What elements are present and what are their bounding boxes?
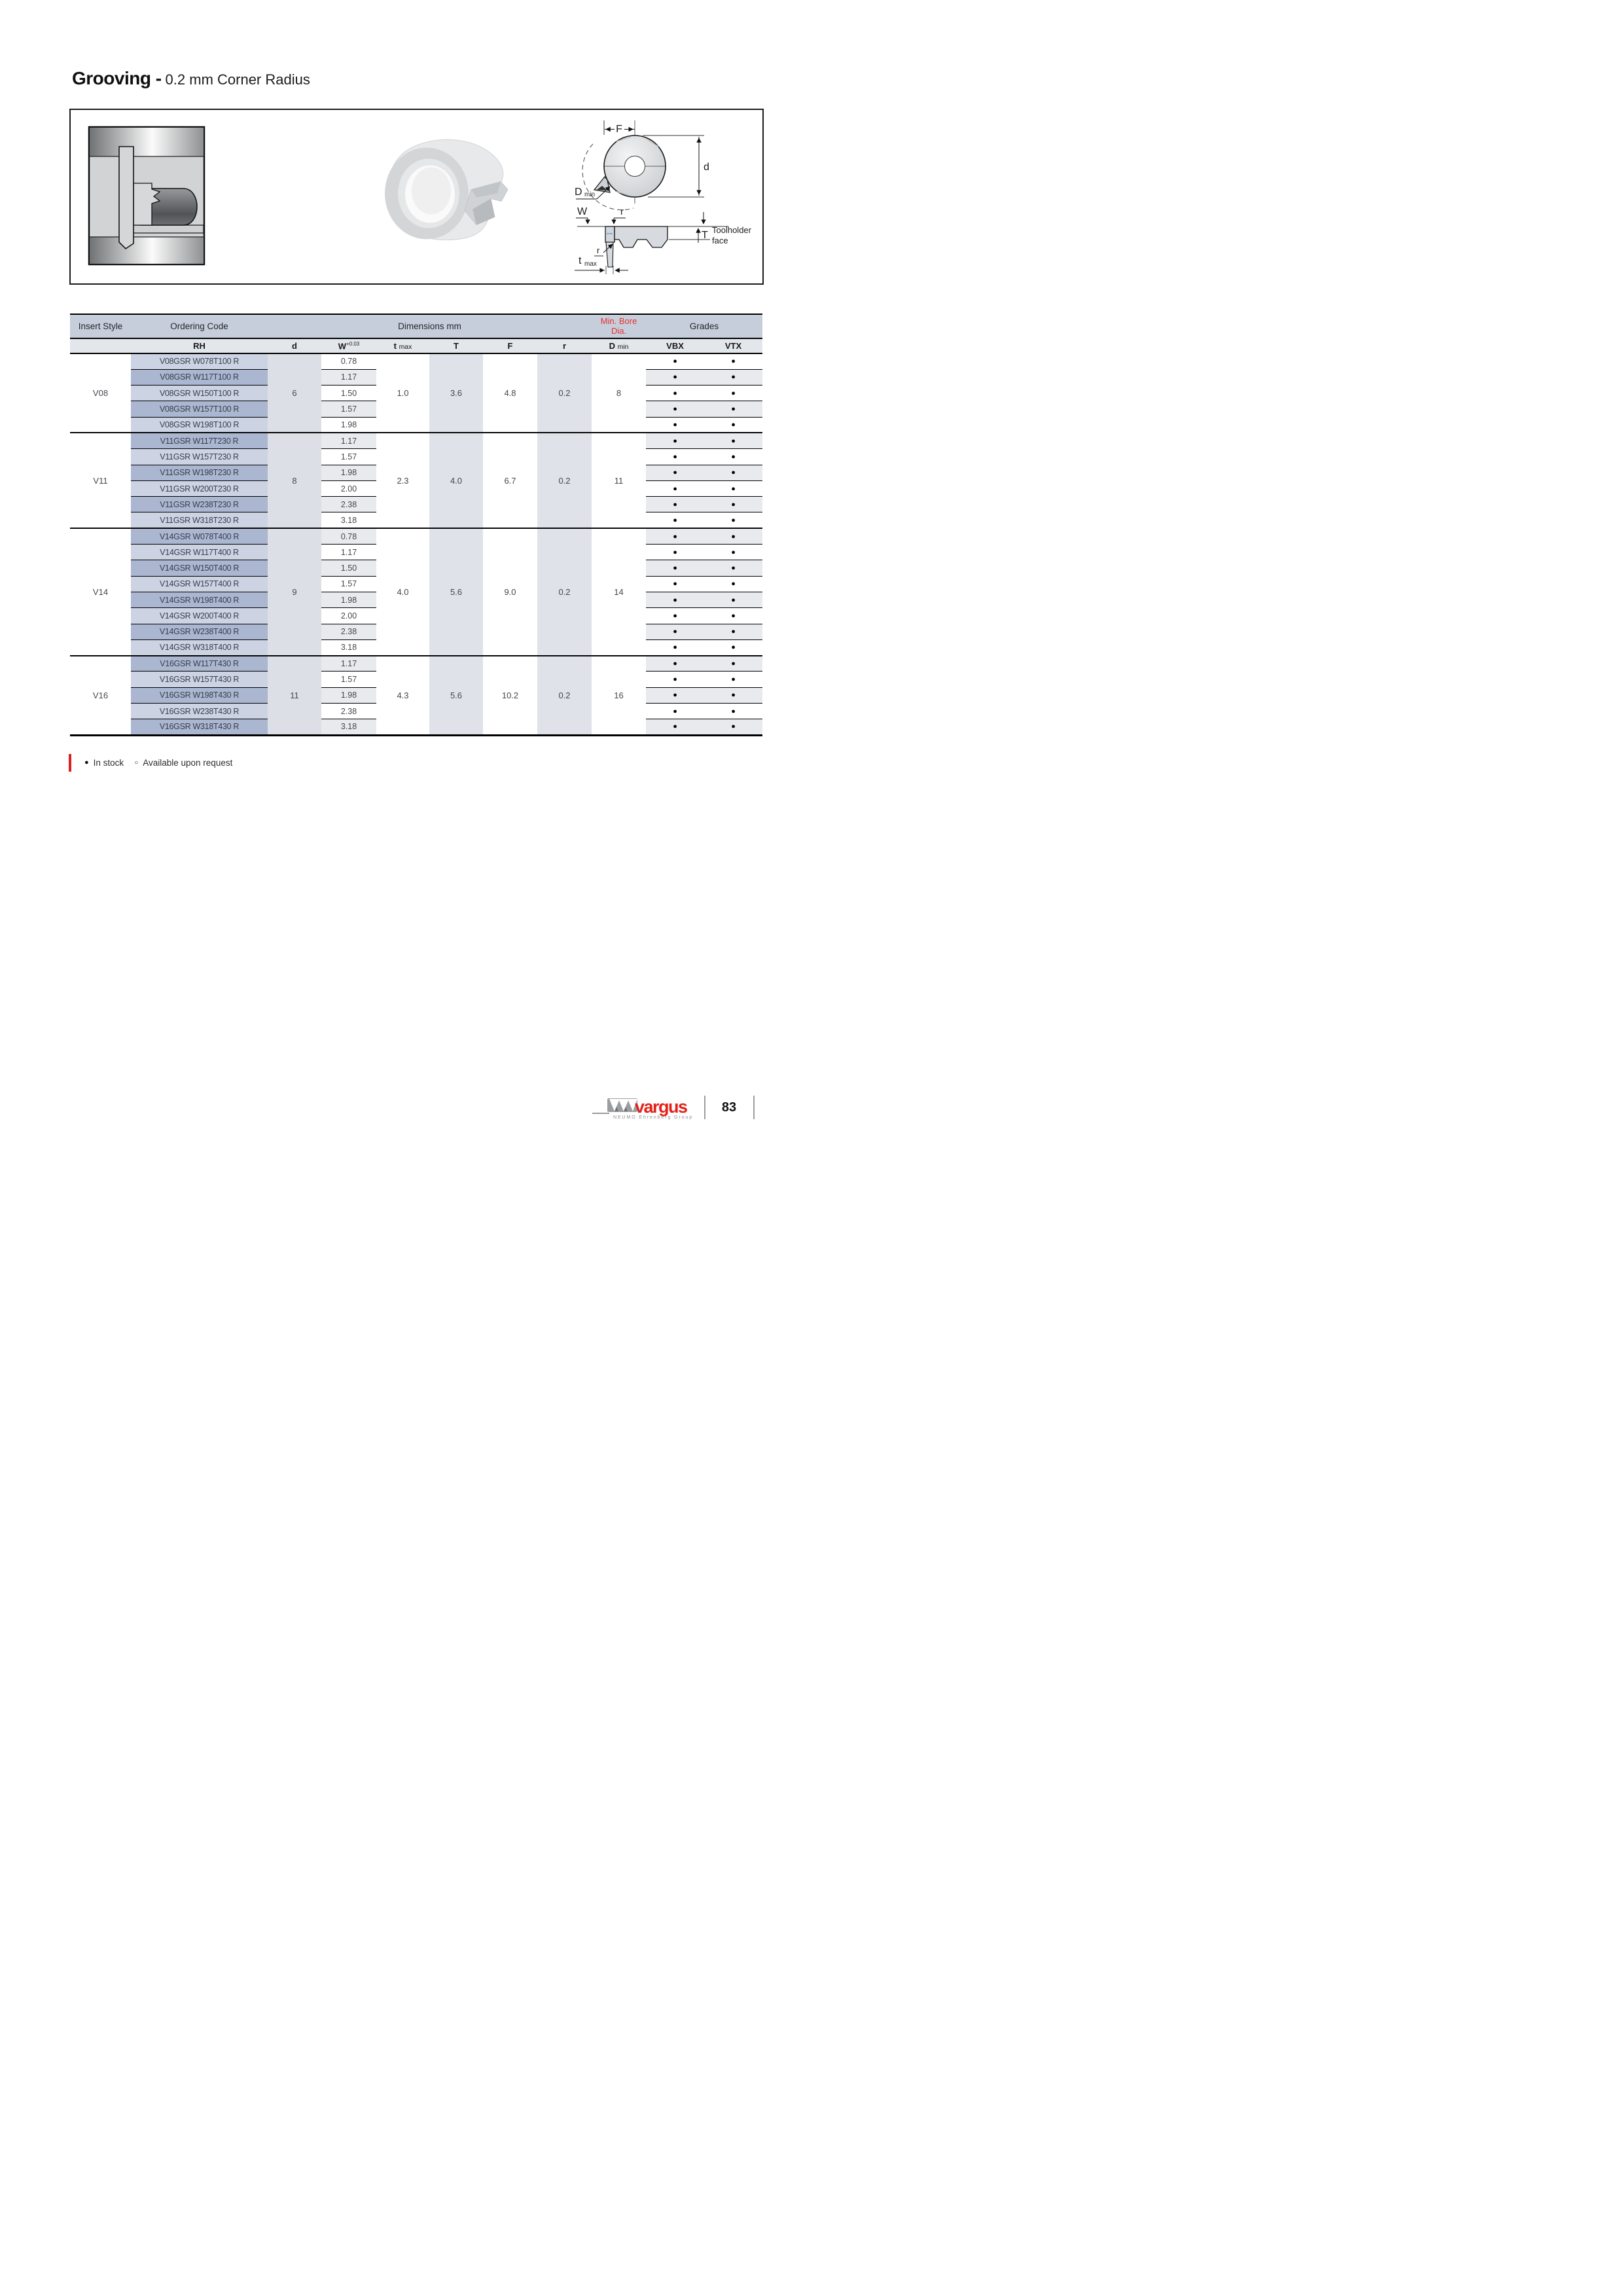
cell-ordering-code: V16GSR W318T430 R <box>131 719 268 735</box>
cell-grade-vbx: ● <box>646 704 704 719</box>
table-row <box>70 656 762 672</box>
in-stock-label: In stock <box>93 757 124 768</box>
cell-grade-vtx: ● <box>704 353 762 369</box>
cell-grade-vtx: ● <box>704 528 762 544</box>
toolholder-face-label-1: Toolholder <box>712 225 751 235</box>
cell-w: 1.17 <box>321 433 376 448</box>
cell-ordering-code: V11GSR W200T230 R <box>131 480 268 496</box>
cell-grade-vbx: ● <box>646 401 704 417</box>
cell-ordering-code: V14GSR W150T400 R <box>131 560 268 576</box>
cell-grade-vtx: ● <box>704 369 762 385</box>
cell-grade-vbx: ● <box>646 560 704 576</box>
header-w: $W^{+0.03}$ <box>321 338 376 353</box>
cell-w: 2.38 <box>321 497 376 512</box>
cell-w: 1.50 <box>321 386 376 401</box>
cell-w: 1.17 <box>321 545 376 560</box>
cell-grade-vbx: ● <box>646 512 704 528</box>
cell-t-max: 2.3 <box>376 433 429 528</box>
cell-r: 0.2 <box>537 353 592 433</box>
dim-label-t: t <box>579 255 582 266</box>
dimension-diagram <box>569 115 759 278</box>
cell-ordering-code: V14GSR W200T400 R <box>131 608 268 624</box>
cell-ordering-code: V16GSR W117T430 R <box>131 656 268 672</box>
cell-ordering-code: V14GSR W198T400 R <box>131 592 268 607</box>
cell-grade-vtx: ● <box>704 512 762 528</box>
header-vbx: VBX <box>646 338 704 353</box>
cell-ordering-code: V16GSR W238T430 R <box>131 704 268 719</box>
cell-r: 0.2 <box>537 528 592 655</box>
cell-ordering-code: V08GSR W198T100 R <box>131 417 268 433</box>
cell-grade-vtx: ● <box>704 608 762 624</box>
cell-grade-vtx: ● <box>704 656 762 672</box>
cell-grade-vtx: ● <box>704 465 762 480</box>
cell-grade-vbx: ● <box>646 624 704 639</box>
header-grades: Grades <box>646 314 762 338</box>
cell-ordering-code: V08GSR W150T100 R <box>131 386 268 401</box>
table-row <box>70 353 762 369</box>
cell-T: 3.6 <box>429 353 483 433</box>
cell-grade-vbx: ● <box>646 497 704 512</box>
cell-w: 0.78 <box>321 528 376 544</box>
cell-grade-vbx: ● <box>646 433 704 448</box>
cell-ordering-code: V11GSR W238T230 R <box>131 497 268 512</box>
cell-w: 1.98 <box>321 687 376 703</box>
cell-grade-vtx: ● <box>704 497 762 512</box>
header-t-max: t max <box>376 338 429 353</box>
cell-w: 1.57 <box>321 401 376 417</box>
cell-ordering-code: V16GSR W157T430 R <box>131 672 268 687</box>
cell-grade-vtx: ● <box>704 672 762 687</box>
cell-insert-style: V16 <box>70 656 131 735</box>
cell-D-min: 11 <box>592 433 646 528</box>
cell-F: 10.2 <box>483 656 537 735</box>
cell-grade-vtx: ● <box>704 624 762 639</box>
header-min-bore-line2: Dia. <box>611 325 627 336</box>
cell-insert-style: V14 <box>70 528 131 655</box>
cell-grade-vbx: ● <box>646 656 704 672</box>
cell-w: 0.78 <box>321 353 376 369</box>
page-title <box>72 68 310 89</box>
header-d: d <box>268 338 321 353</box>
cell-grade-vbx: ● <box>646 576 704 592</box>
cell-grade-vbx: ● <box>646 417 704 433</box>
cell-grade-vtx: ● <box>704 592 762 607</box>
table-row <box>70 433 762 448</box>
cell-insert-style: V11 <box>70 433 131 528</box>
cell-D-min: 16 <box>592 656 646 735</box>
cell-grade-vtx: ● <box>704 433 762 448</box>
cell-T: 5.6 <box>429 656 483 735</box>
cell-grade-vbx: ● <box>646 465 704 480</box>
cell-w: 1.17 <box>321 369 376 385</box>
cell-insert-style: V08 <box>70 353 131 433</box>
cell-grade-vtx: ● <box>704 401 762 417</box>
cell-ordering-code: V08GSR W078T100 R <box>131 353 268 369</box>
cell-t-max: 4.0 <box>376 528 429 655</box>
vargus-brand-text: vargus <box>635 1097 687 1117</box>
cell-w: 1.50 <box>321 560 376 576</box>
cell-grade-vbx: ● <box>646 608 704 624</box>
cell-F: 9.0 <box>483 528 537 655</box>
cell-grade-vtx: ● <box>704 386 762 401</box>
cell-grade-vbx: ● <box>646 672 704 687</box>
cell-F: 4.8 <box>483 353 537 433</box>
cell-ordering-code: V14GSR W117T400 R <box>131 545 268 560</box>
cell-d: 8 <box>268 433 321 528</box>
cell-ordering-code: V14GSR W078T400 R <box>131 528 268 544</box>
cell-grade-vtx: ● <box>704 480 762 496</box>
cell-w: 1.98 <box>321 592 376 607</box>
cell-grade-vbx: ● <box>646 386 704 401</box>
cell-ordering-code: V08GSR W157T100 R <box>131 401 268 417</box>
vargus-brand-subtext: NEUMO Ehrenberg Group <box>613 1115 693 1120</box>
table-row <box>70 528 762 544</box>
cell-grade-vtx: ● <box>704 639 762 655</box>
cell-grade-vtx: ● <box>704 560 762 576</box>
cell-F: 6.7 <box>483 433 537 528</box>
cell-w: 2.00 <box>321 608 376 624</box>
cell-w: 2.38 <box>321 624 376 639</box>
dim-label-t-max: max <box>584 260 597 268</box>
upon-request-label: Available upon request <box>143 757 233 768</box>
insert-3d-render <box>366 132 530 255</box>
cell-ordering-code: V11GSR W117T230 R <box>131 433 268 448</box>
cell-grade-vtx: ● <box>704 545 762 560</box>
bore-cross-section-illustration <box>88 126 205 266</box>
cell-D-min: 14 <box>592 528 646 655</box>
page-title-sub: 0.2 mm Corner Radius <box>165 71 310 88</box>
cell-ordering-code: V11GSR W318T230 R <box>131 512 268 528</box>
cell-ordering-code: V14GSR W318T400 R <box>131 639 268 655</box>
page-number: 83 <box>721 1100 737 1115</box>
header-r: r <box>537 338 592 353</box>
cell-w: 3.18 <box>321 719 376 735</box>
dim-label-T: T <box>702 230 708 241</box>
cell-t-max: 1.0 <box>376 353 429 433</box>
cell-grade-vtx: ● <box>704 687 762 703</box>
cell-ordering-code: V08GSR W117T100 R <box>131 369 268 385</box>
in-stock-icon: ● <box>84 759 89 766</box>
cell-grade-vtx: ● <box>704 719 762 735</box>
cell-w: 2.38 <box>321 704 376 719</box>
header-insert-style: Insert Style <box>70 314 131 338</box>
cell-grade-vbx: ● <box>646 353 704 369</box>
cell-w: 3.18 <box>321 639 376 655</box>
table-header-columns <box>70 338 762 353</box>
cell-w: 1.98 <box>321 465 376 480</box>
cell-grade-vbx: ● <box>646 369 704 385</box>
cell-grade-vbx: ● <box>646 528 704 544</box>
header-rh: RH <box>131 338 268 353</box>
cell-d: 9 <box>268 528 321 655</box>
stock-legend <box>69 753 243 772</box>
cell-grade-vtx: ● <box>704 449 762 465</box>
cell-grade-vbx: ● <box>646 449 704 465</box>
header-D-min: D min <box>592 338 646 353</box>
cell-d: 11 <box>268 656 321 735</box>
page-title-main: Grooving - <box>72 68 162 88</box>
cell-w: 1.57 <box>321 672 376 687</box>
cell-d: 6 <box>268 353 321 433</box>
cell-w: 1.57 <box>321 576 376 592</box>
cell-t-max: 4.3 <box>376 656 429 735</box>
dim-label-r-lower: r <box>597 245 600 255</box>
cell-ordering-code: V11GSR W198T230 R <box>131 465 268 480</box>
legend-red-bar <box>69 754 71 772</box>
vargus-logo-icon <box>607 1098 637 1113</box>
cell-ordering-code: V11GSR W157T230 R <box>131 449 268 465</box>
footer-divider-left <box>704 1096 705 1119</box>
dim-label-d: d <box>704 162 709 173</box>
header-ordering-code: Ordering Code <box>131 314 268 338</box>
dim-label-F: F <box>616 124 622 135</box>
cell-w: 2.00 <box>321 480 376 496</box>
cell-r: 0.2 <box>537 656 592 735</box>
catalog-page <box>0 0 812 1148</box>
cell-grade-vtx: ● <box>704 417 762 433</box>
dim-label-Dmin-sub: min <box>584 191 596 198</box>
cell-grade-vbx: ● <box>646 719 704 735</box>
dim-label-W: W <box>577 206 588 217</box>
cell-T: 4.0 <box>429 433 483 528</box>
figure-panel <box>69 109 764 285</box>
header-dimensions: Dimensions mm <box>268 314 592 338</box>
upon-request-icon: ○ <box>134 759 139 766</box>
cell-r: 0.2 <box>537 433 592 528</box>
header-min-bore-line1: Min. Bore <box>600 315 637 326</box>
cell-grade-vbx: ● <box>646 639 704 655</box>
table-header-groups <box>70 314 762 338</box>
header-min-bore <box>592 314 646 338</box>
cell-w: 1.98 <box>321 417 376 433</box>
cell-ordering-code: V14GSR W157T400 R <box>131 576 268 592</box>
cell-w: 1.57 <box>321 449 376 465</box>
cell-grade-vbx: ● <box>646 592 704 607</box>
cell-ordering-code: V14GSR W238T400 R <box>131 624 268 639</box>
header-empty <box>70 338 131 353</box>
cell-grade-vtx: ● <box>704 576 762 592</box>
cell-ordering-code: V16GSR W198T430 R <box>131 687 268 703</box>
cell-D-min: 8 <box>592 353 646 433</box>
cell-w: 3.18 <box>321 512 376 528</box>
cell-grade-vtx: ● <box>704 704 762 719</box>
footer-divider-right <box>753 1096 755 1119</box>
cell-grade-vbx: ● <box>646 480 704 496</box>
insert-table <box>70 314 762 736</box>
header-F: F <box>483 338 537 353</box>
cell-T: 5.6 <box>429 528 483 655</box>
header-T: T <box>429 338 483 353</box>
dim-label-r-upper: r <box>620 206 624 217</box>
cell-w: 1.17 <box>321 656 376 672</box>
header-vtx: VTX <box>704 338 762 353</box>
dim-label-Dmin-main: D <box>575 187 582 198</box>
toolholder-face-label-2: face <box>712 236 728 245</box>
cell-grade-vbx: ● <box>646 687 704 703</box>
cell-grade-vbx: ● <box>646 545 704 560</box>
